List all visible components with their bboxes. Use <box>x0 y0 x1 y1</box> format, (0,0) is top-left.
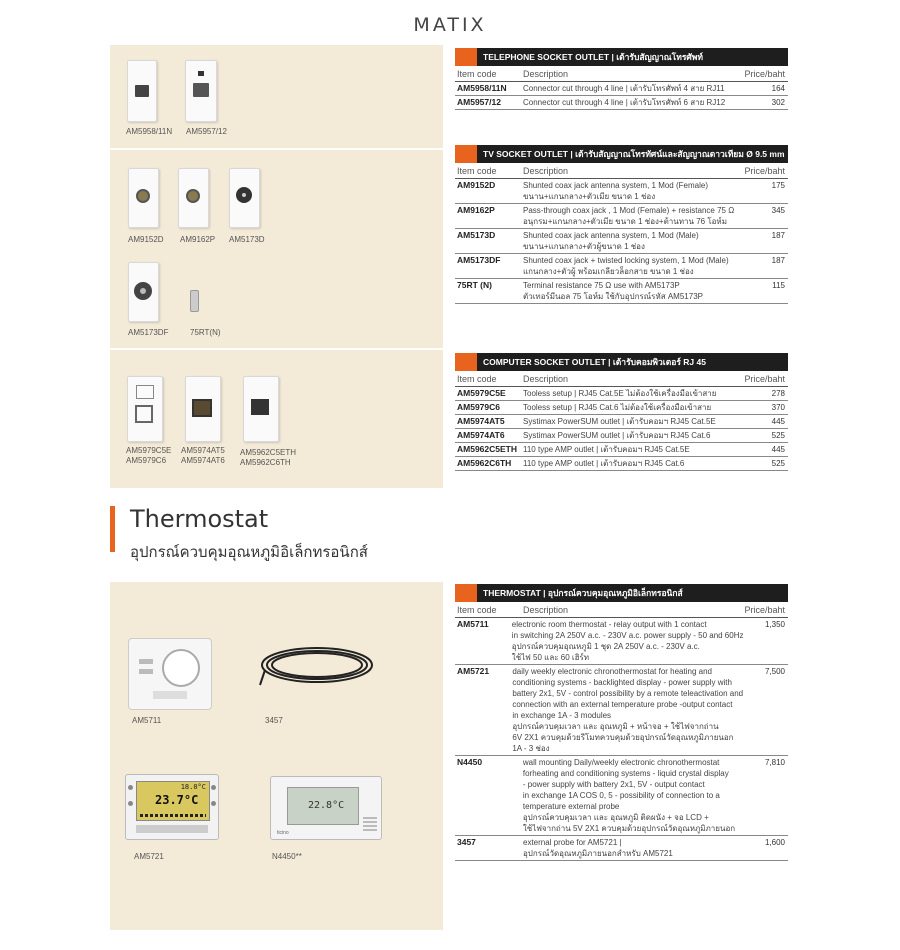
header-desc: Description <box>523 69 569 79</box>
table-row <box>455 457 788 471</box>
computer-table-title: COMPUTER SOCKET OUTLET | เต้ารับคอมพิวเตอร์ RJ 45 <box>455 353 788 371</box>
header-price: Price/baht <box>744 374 785 384</box>
table-row <box>455 429 788 443</box>
description-line: อุปกรณ์วัดอุณหภูมิภายนอกสำหรับ AM5721 <box>523 849 673 858</box>
label-am5721: AM5721 <box>134 852 164 861</box>
table-row <box>455 618 788 665</box>
description-line: อุปกรณ์ควบคุมเวลา และ อุณหภูมิ + หน้าจอ + ใช้ไฟจากถ่าน <box>512 722 719 731</box>
header-desc: Description <box>523 605 569 615</box>
description-line: - power supply with battery 2x1, 5V - output contact <box>522 780 705 789</box>
table-row <box>455 415 788 429</box>
description-line: Shunted coax jack + twisted locking system, 1 Mod (Male) <box>523 256 729 265</box>
description-line: in exchange 1A - 3 modules <box>512 711 612 720</box>
description-line: battery 2x1, 5V - control possibility by a remote teleactivation and <box>512 689 744 698</box>
item-price: 302 <box>771 98 785 107</box>
header-price: Price/baht <box>744 69 785 79</box>
item-code: AM5974AT6 <box>457 430 505 440</box>
telephone-table <box>455 48 788 110</box>
header-code: Item code <box>457 166 497 176</box>
header-price: Price/baht <box>744 605 785 615</box>
item-price: 445 <box>771 417 785 426</box>
description-line: อุปกรณ์ควบคุมเวลา และ อุณหภูมิ ติดผนัง + จอ LCD + <box>522 813 709 822</box>
am9162p-socket-image <box>178 168 209 228</box>
description-line: forheating and conditioning systems - liquid crystal display <box>522 769 729 778</box>
telephone-rows <box>455 82 788 110</box>
item-price: 1,600 <box>764 838 785 847</box>
item-code: AM5958/11N <box>457 83 507 93</box>
table-row <box>455 96 788 110</box>
item-code: AM5711 <box>457 619 489 629</box>
item-description <box>523 255 735 277</box>
label-am9152d: AM9152D <box>128 235 164 244</box>
label-am5979c6: AM5979C6 <box>126 456 167 465</box>
item-code: 75RT (N) <box>457 280 492 290</box>
label-am5974at5: AM5974AT5 <box>181 446 225 455</box>
description-line: Systimax PowerSUM outlet | เต้ารับคอมฯ RJ45 Cat.5E <box>523 417 716 426</box>
section-title: Thermostat <box>130 505 269 533</box>
description-line: electronic room thermostat - relay output with 1 contact <box>511 620 707 629</box>
description-line: แกนกลาง+ตัวผู้ พร้อมเกลียวล็อกสาย ขนาด 1 ช่อง <box>523 267 694 276</box>
description-line: Systimax PowerSUM outlet | เต้ารับคอมฯ RJ45 Cat.6 <box>523 431 711 440</box>
probe-3457-cable-image <box>255 640 380 690</box>
heading-accent-bar <box>110 506 115 552</box>
label-am5979c5e: AM5979C5E <box>126 446 172 455</box>
thermostat-image-panel <box>110 582 443 930</box>
table-row <box>455 82 788 96</box>
n4450-chronothermostat-image <box>270 776 382 840</box>
description-line: in exchange 1A COS 0, 5 - possibility of connection to a <box>522 791 720 800</box>
description-line: temperature external probe <box>522 802 620 811</box>
item-description <box>523 402 735 413</box>
description-line: connection with an external temperature probe -output contact <box>512 700 733 709</box>
am5721-display-temp: 23.7°C <box>155 793 199 807</box>
tv-table <box>455 145 788 304</box>
item-code: AM5979C5E <box>457 388 506 398</box>
description-line: wall mounting Daily/weekly electronic chronothermostat <box>522 758 720 767</box>
description-line: Connector cut through 4 line | เต้ารับโทรศัพท์ 6 สาย RJ12 <box>523 98 726 107</box>
table-row <box>455 401 788 415</box>
header-code: Item code <box>457 69 497 79</box>
item-code: AM5962C6TH <box>457 458 512 468</box>
item-code: AM5962C5ETH <box>457 444 517 454</box>
label-am5173d: AM5173D <box>229 235 265 244</box>
item-description <box>523 416 735 427</box>
table-row <box>455 204 788 229</box>
table-row <box>455 387 788 401</box>
item-description <box>523 430 735 441</box>
label-am5974at6: AM5974AT6 <box>181 456 225 465</box>
item-price: 345 <box>771 206 785 215</box>
tv-image-panel <box>110 150 443 348</box>
am5974-socket-image <box>185 376 221 442</box>
section-subtitle: อุปกรณ์ควบคุมอุณหภูมิอิเล็กทรอนิกส์ <box>130 543 368 561</box>
item-code: AM5957/12 <box>457 97 501 107</box>
description-line: ขนาน+แกนกลาง+ตัวผู้ขนาด 1 ช่อง <box>523 242 645 251</box>
item-price: 370 <box>771 403 785 412</box>
item-description <box>523 180 735 202</box>
item-description <box>523 757 735 834</box>
item-description <box>523 205 735 227</box>
am5721-display-top: 18.0°C <box>180 783 206 791</box>
label-am5173df: AM5173DF <box>128 328 169 337</box>
description-line: Tooless setup | RJ45 Cat.5E ไม่ต้องใช้เครื่องมือเข้าสาย <box>523 389 717 398</box>
description-line: อุปกรณ์ควบคุมอุณหภูมิ 1 ชุด 2A 250V a.c. - 230V a.c. <box>511 642 700 651</box>
label-3457: 3457 <box>265 716 283 725</box>
table-row <box>455 254 788 279</box>
table-row <box>455 279 788 304</box>
description-line: 110 type AMP outlet | เต้ารับคอมฯ RJ45 Cat.5E <box>523 445 690 454</box>
am5979-socket-image <box>127 376 163 442</box>
description-line: conditioning systems - backlighted display - power supply with <box>512 678 732 687</box>
thermostat-rows <box>455 618 788 861</box>
description-line: 6V 2X1 ควบคุมด้วยรีโมทควบคุมด้วยอุปกรณ์วัดอุณหภูมิภายนอก <box>512 733 734 742</box>
label-n4450: N4450** <box>272 852 302 861</box>
description-line: Shunted coax jack antenna system, 1 Mod (Male) <box>523 231 699 240</box>
item-code: AM5974AT5 <box>457 416 505 426</box>
table-header <box>455 604 788 618</box>
description-line: Shunted coax jack antenna system, 1 Mod (Female) <box>523 181 708 190</box>
table-header <box>455 373 788 387</box>
item-price: 7,810 <box>764 758 785 767</box>
description-line: อนุกรม+แกนกลาง+ตัวเมีย ขนาด 1 ช่อง+ต้านทาน 76 โอห์ม <box>523 217 727 226</box>
item-description <box>523 837 735 859</box>
item-code: AM9152D <box>457 180 496 190</box>
item-code: AM5173DF <box>457 255 501 265</box>
description-line: ใช้ไฟจากถ่าน 5V 2X1 ควบคุมด้วยอุปกรณ์วัดอุณหภูมิภายนอก <box>522 824 736 833</box>
label-am9162p: AM9162P <box>180 235 216 244</box>
description-line: external probe for AM5721 | <box>523 838 622 847</box>
n4450-brand: ticino <box>277 830 289 836</box>
item-description <box>523 280 735 302</box>
table-row <box>455 229 788 254</box>
item-code: AM5173D <box>457 230 496 240</box>
item-description <box>523 444 735 455</box>
item-description <box>523 230 735 252</box>
header-code: Item code <box>457 374 497 384</box>
description-line: Terminal resistance 75 Ω use with AM5173P <box>523 281 680 290</box>
item-price: 525 <box>771 431 785 440</box>
item-price: 164 <box>771 84 785 93</box>
tv-rows <box>455 179 788 304</box>
am5173df-socket-image <box>128 262 159 322</box>
n4450-display-temp: 22.8°C <box>308 800 345 811</box>
description-line: Connector cut through 4 line | เต้ารับโทรศัพท์ 4 สาย RJ11 <box>523 84 725 93</box>
item-description <box>512 666 743 754</box>
table-row <box>455 443 788 457</box>
item-code: N4450 <box>457 757 483 767</box>
tv-table-title: TV SOCKET OUTLET | เต้ารับสัญญาณโทรทัศน์และสัญญาณดาวเทียม Ø 9.5 mm <box>455 145 788 163</box>
description-line: daily weekly electronic chronothermostat for heating and <box>512 667 712 676</box>
label-75rt: 75RT(N) <box>190 328 221 337</box>
item-price: 175 <box>771 181 785 190</box>
description-line: in switching 2A 250V a.c. - 230V a.c. power supply - 50 and 60Hz <box>511 631 744 640</box>
description-line: Pass-through coax jack , 1 Mod (Female) + resistance 75 Ω <box>523 206 735 215</box>
header-price: Price/baht <box>744 166 785 176</box>
table-row <box>455 665 788 756</box>
am5957-socket-image <box>185 60 217 122</box>
item-price: 115 <box>772 281 785 290</box>
description-line: ตัวเทอร์มีนอล 75 โอห์ม ใช้กับอุปกรณ์รหัส AM5173P <box>523 292 703 301</box>
item-description <box>512 619 744 663</box>
computer-table <box>455 353 788 471</box>
item-description <box>523 97 735 108</box>
header-code: Item code <box>457 605 497 615</box>
am9152d-socket-image <box>128 168 159 228</box>
thermostat-table-title: THERMOSTAT | อุปกรณ์ควบคุมอุณหภูมิอิเล็กทรอนิกส์ <box>455 584 788 602</box>
label-am5957: AM5957/12 <box>186 127 227 136</box>
item-code: AM5721 <box>457 666 490 676</box>
am5711-thermostat-image <box>128 638 212 710</box>
label-am5711: AM5711 <box>132 716 162 725</box>
header-desc: Description <box>523 374 569 384</box>
item-code: 3457 <box>457 837 476 847</box>
item-price: 187 <box>771 231 785 240</box>
label-am5962c6th: AM5962C6TH <box>240 458 291 467</box>
item-price: 525 <box>771 459 785 468</box>
item-price: 445 <box>771 445 785 454</box>
item-code: AM9162P <box>457 205 495 215</box>
description-line: ใช้ไฟ 50 และ 60 เฮิร์ท <box>511 653 590 662</box>
table-header <box>455 68 788 82</box>
label-am5958: AM5958/11N <box>126 127 173 136</box>
label-am5962c5eth: AM5962C5ETH <box>240 448 297 457</box>
description-line: 110 type AMP outlet | เต้ารับคอมฯ RJ45 Cat.6 <box>523 459 685 468</box>
item-price: 187 <box>771 256 785 265</box>
item-price: 7,500 <box>764 667 785 676</box>
item-price: 278 <box>771 389 785 398</box>
table-header <box>455 165 788 179</box>
am5173d-socket-image <box>229 168 260 228</box>
description-line: ขนาน+แกนกลาง+ตัวเมีย ขนาด 1 ช่อง <box>523 192 656 201</box>
item-description <box>523 388 735 399</box>
item-code: AM5979C6 <box>457 402 500 412</box>
description-line: Tooless setup | RJ45 Cat.6 ไม่ต้องใช้เครื่องมือเข้าสาย <box>523 403 712 412</box>
computer-rows <box>455 387 788 471</box>
thermostat-table <box>455 584 788 861</box>
item-price: 1,350 <box>764 620 785 629</box>
table-row <box>455 836 788 861</box>
am5958-socket-image <box>127 60 157 122</box>
am5962-socket-image <box>243 376 279 442</box>
header-desc: Description <box>523 166 569 176</box>
item-description <box>523 458 735 469</box>
table-row <box>455 756 788 836</box>
75rt-terminal-image <box>190 290 199 312</box>
item-description <box>523 83 735 94</box>
table-row <box>455 179 788 204</box>
description-line: 1A - 3 ช่อง <box>512 744 550 753</box>
telephone-table-title: TELEPHONE SOCKET OUTLET | เต้ารับสัญญาณโทรศัพท์ <box>455 48 788 66</box>
am5721-chronothermostat-image <box>125 774 219 840</box>
brand-logo: MATIX <box>413 14 487 36</box>
